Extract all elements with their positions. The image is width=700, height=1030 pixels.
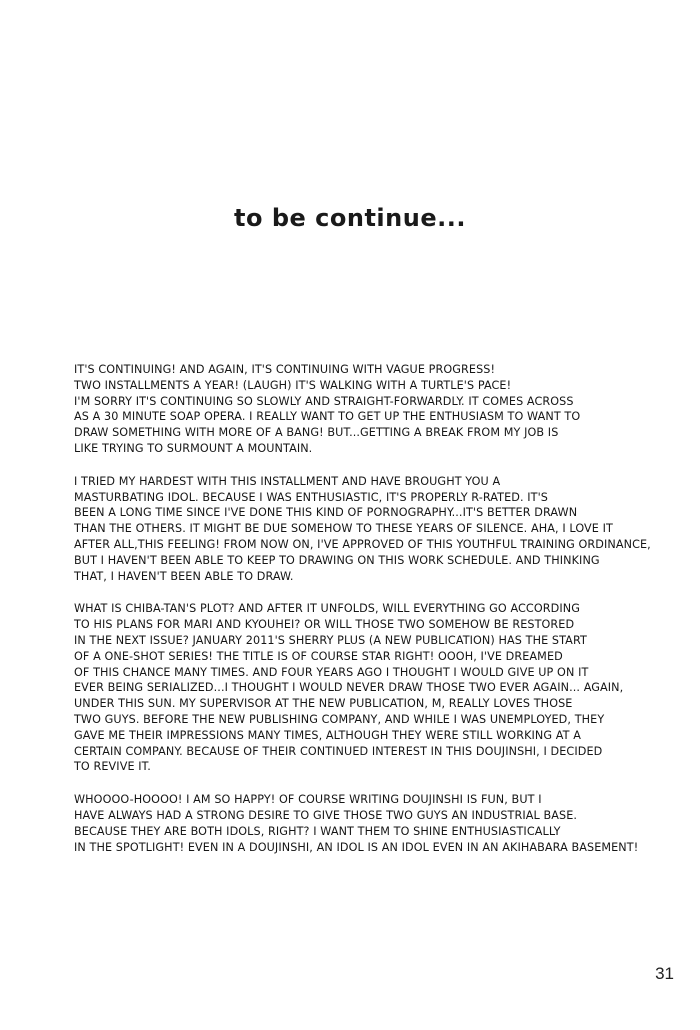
text-line: BEEN A LONG TIME SINCE I'VE DONE THIS KIND OF PORNOGRAPHY...IT'S BETTER DRAWN: [74, 506, 578, 520]
text-line: OF THIS CHANCE MANY TIMES. AND FOUR YEARS AGO I THOUGHT I WOULD GIVE UP ON IT: [74, 665, 589, 679]
text-line: CERTAIN COMPANY. BECAUSE OF THEIR CONTINUED INTEREST IN THIS DOUJINSHI, I DECIDED: [74, 744, 603, 758]
text-line: UNDER THIS SUN. MY SUPERVISOR AT THE NEW PUBLICATION, M, REALLY LOVES THOSE: [74, 697, 573, 711]
text-line: BUT I HAVEN'T BEEN ABLE TO KEEP TO DRAWING ON THIS WORK SCHEDULE. AND THINKING: [74, 553, 600, 567]
text-line: TWO INSTALLMENTS A YEAR! (LAUGH) IT'S WALKING WITH A TURTLE'S PACE!: [74, 378, 512, 392]
text-line: BECAUSE THEY ARE BOTH IDOLS, RIGHT? I WANT THEM TO SHINE ENTHUSIASTICALLY: [74, 824, 561, 838]
text-line: DRAW SOMETHING WITH MORE OF A BANG! BUT...GETTING A BREAK FROM MY JOB IS: [74, 426, 559, 440]
text-line: IN THE SPOTLIGHT! EVEN IN A DOUJINSHI, AN IDOL IS AN IDOL EVEN IN AN AKIHABARA BASEMENT!: [74, 840, 639, 854]
text-line: AFTER ALL,THIS FEELING! FROM NOW ON, I'VE APPROVED OF THIS YOUTHFUL TRAINING ORDINANCE,: [74, 537, 651, 551]
text-line: TO REVIVE IT.: [74, 760, 151, 774]
text-line: MASTURBATING IDOL. BECAUSE I WAS ENTHUSIASTIC, IT'S PROPERLY R-RATED. IT'S: [74, 490, 548, 504]
page-title: to be continue...: [234, 204, 466, 232]
paragraph: [74, 601, 674, 775]
text-line: I TRIED MY HARDEST WITH THIS INSTALLMENT AND HAVE BROUGHT YOU A: [74, 474, 501, 488]
text-line: IT'S CONTINUING! AND AGAIN, IT'S CONTINUING WITH VAGUE PROGRESS!: [74, 363, 496, 376]
text-line: OF A ONE-SHOT SERIES! THE TITLE IS OF COURSE STAR RIGHT! OOOH, I'VE DREAMED: [74, 649, 563, 663]
text-line: AS A 30 MINUTE SOAP OPERA. I REALLY WANT TO GET UP THE ENTHUSIASM TO WANT TO: [74, 410, 581, 424]
text-line: LIKE TRYING TO SURMOUNT A MOUNTAIN.: [74, 441, 313, 455]
paragraph: [74, 474, 674, 585]
afterword-text: [74, 362, 674, 872]
text-line: EVER BEING SERIALIZED...I THOUGHT I WOULD NEVER DRAW THOSE TWO EVER AGAIN... AGAIN,: [74, 681, 624, 695]
text-line: WHOOOO-HOOOO! I AM SO HAPPY! OF COURSE WRITING DOUJINSHI IS FUN, BUT I: [74, 793, 542, 807]
text-line: I'M SORRY IT'S CONTINUING SO SLOWLY AND STRAIGHT-FORWARDLY. IT COMES ACROSS: [74, 394, 574, 408]
text-line: HAVE ALWAYS HAD A STRONG DESIRE TO GIVE THOSE TWO GUYS AN INDUSTRIAL BASE.: [74, 808, 578, 822]
page-number: 31: [655, 964, 674, 983]
paragraph: [74, 362, 674, 457]
paragraph: [74, 792, 674, 855]
text-line: THAT, I HAVEN'T BEEN ABLE TO DRAW.: [74, 569, 294, 583]
text-line: THAN THE OTHERS. IT MIGHT BE DUE SOMEHOW TO THESE YEARS OF SILENCE. AHA, I LOVE IT: [74, 522, 613, 536]
text-line: TO HIS PLANS FOR MARI AND KYOUHEI? OR WILL THOSE TWO SOMEHOW BE RESTORED: [74, 618, 575, 632]
text-line: GAVE ME THEIR IMPRESSIONS MANY TIMES, ALTHOUGH THEY WERE STILL WORKING AT A: [74, 728, 582, 742]
text-line: WHAT IS CHIBA-TAN'S PLOT? AND AFTER IT UNFOLDS, WILL EVERYTHING GO ACCORDING: [74, 602, 580, 616]
text-line: IN THE NEXT ISSUE? JANUARY 2011'S SHERRY PLUS (A NEW PUBLICATION) HAS THE START: [74, 633, 587, 647]
text-line: TWO GUYS. BEFORE THE NEW PUBLISHING COMPANY, AND WHILE I WAS UNEMPLOYED, THEY: [74, 712, 605, 726]
